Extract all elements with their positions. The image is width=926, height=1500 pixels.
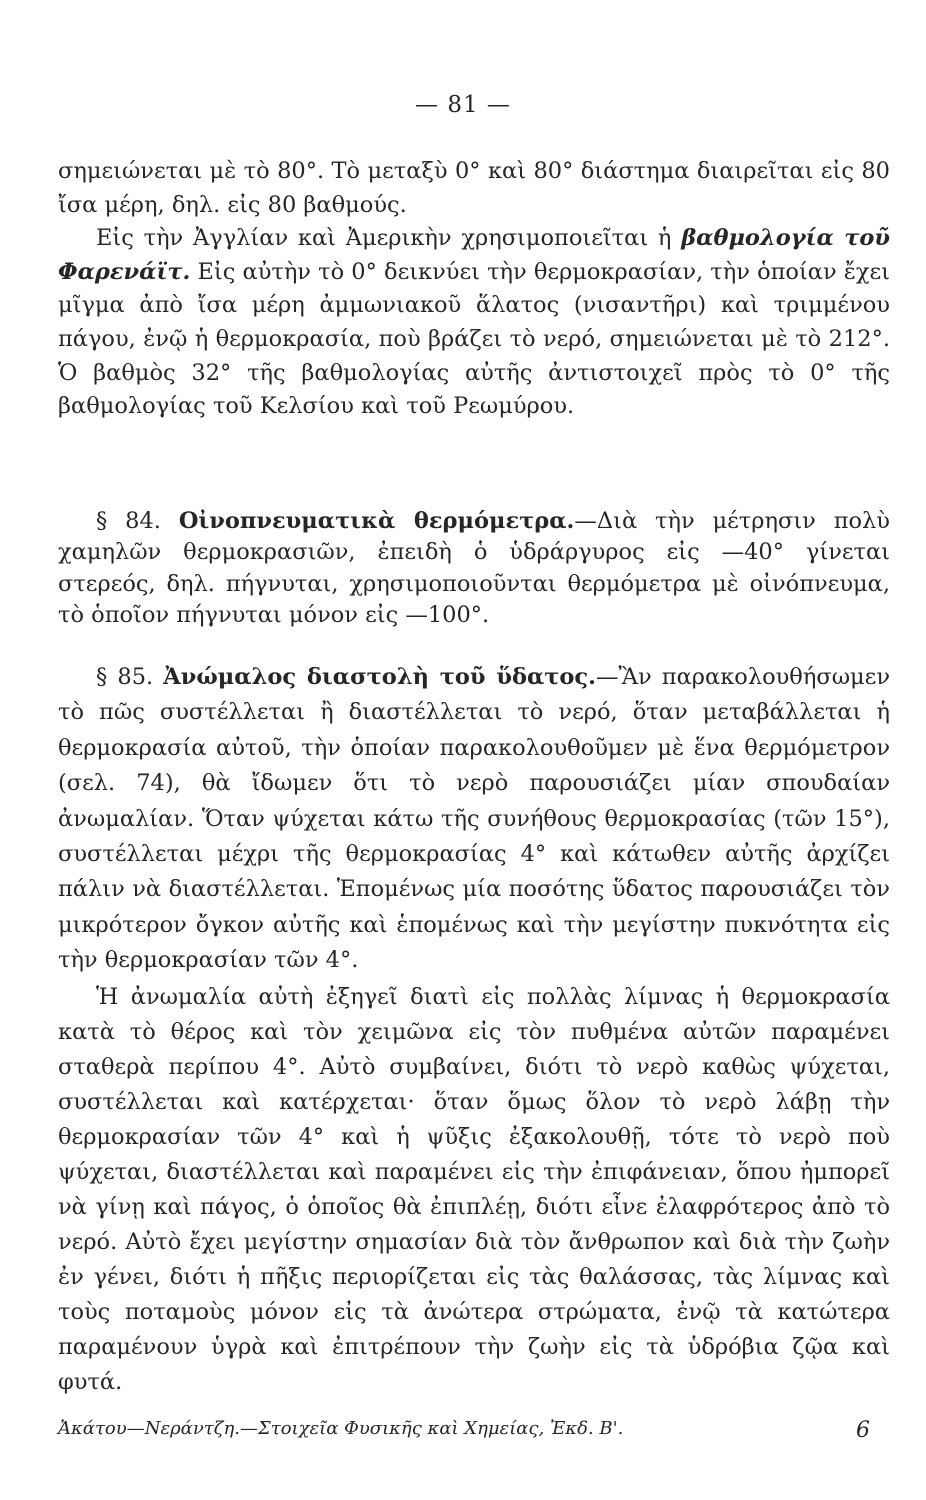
paragraph-continuation: σημειώνεται μὲ τὸ 80°. Τὸ μεταξὺ 0° καὶ 80° διάστημα διαιρεῖται εἰς 80 ἴσα μέρη, δηλ. εἰς 80 βαθμούς. (58, 158, 890, 218)
section-84-body: —Διὰ τὴν μέτρησιν πολὺ χαμηλῶν θερμοκρασιῶν, ἐπειδὴ ὁ ὑδράργυρος εἰς —40° γίνεται στερεός, δηλ. πήγνυται, χρησιμοποιοῦνται θερμόμετρα μὲ οἰνόπνευμα, τὸ ὁποῖον πήγνυται μόνον εἰς —100°. (58, 508, 890, 629)
section-85 (58, 660, 890, 979)
section-85-number: § 85. (96, 664, 164, 690)
paragraph-fahrenheit-after: Εἰς αὐτὴν τὸ 0° δεικνύει τὴν θερμοκρασίαν, τὴν ὁποίαν ἔχει μῖγμα ἀπὸ ἴσα μέρη ἀμμωνιακοῦ ἅλατος (νισαντῆρι) καὶ τριμμένου πάγου, ἐνῷ ἡ θερμοκρασία, ποὺ βράζει τὸ νερό, σημειώνεται μὲ τὸ 212°. Ὁ βαθμὸς 32° τῆς βαθμολογίας αὐτῆς ἀντιστοιχεῖ πρὸς τὸ 0° τῆς βαθμολογίας τοῦ Κελσίου καὶ τοῦ Ρεωμύρου. (58, 258, 890, 420)
paragraph-anomaly-explanation: Ἡ ἀνωμαλία αὐτὴ ἐξηγεῖ διατὶ εἰς πολλὰς λίμνας ἡ θερμοκρασία κατὰ τὸ θέρος καὶ τὸν χειμῶνα εἰς τὸν πυθμένα αὐτῶν παραμένει σταθερὰ περίπου 4°. Αὐτὸ συμβαίνει, διότι τὸ νερὸ καθὼς ψύχεται, συστέλλεται καὶ κατέρχεται· ὅταν ὅμως ὅλον τὸ νερὸ λάβῃ τὴν θερμοκρασίαν τῶν 4° καὶ ἡ ψῦξις ἐξακολουθῇ, τότε τὸ νερὸ ποὺ ψύχεται, διαστέλλεται καὶ παραμένει εἰς τὴν ἐπιφάνειαν, ὅπου ἠμπορεῖ νὰ γίνῃ καὶ πάγος, ὁ ὁποῖος θὰ ἐπιπλέῃ, διότι εἶνε ἐλαφρότερος ἀπὸ τὸ νερό. Αὐτὸ ἔχει μεγίστην σημασίαν διὰ τὸν ἄνθρωπον καὶ διὰ τὴν ζωὴν ἐν γένει, διότι ἡ πῆξις περιορίζεται εἰς τὰς θαλάσσας, τὰς λίμνας καὶ τοὺς ποταμοὺς μόνον εἰς τὰ ἀνώτερα στρώματα, ἐνῷ τὰ κατώτερα παραμένουν ὑγρὰ καὶ ἐπιτρέπουν τὴν ζωὴν εἰς τὰ ὑδρόβια ζῷα καὶ φυτά. (58, 984, 890, 1395)
section-85-paragraph (58, 660, 890, 979)
section-84 (58, 506, 890, 632)
page-number: — 81 — (415, 92, 511, 118)
page-footer (58, 1418, 890, 1443)
paragraph-fahrenheit (58, 222, 890, 424)
section-84-title: Οἰνοπνευματικὰ θερμόμετρα. (178, 508, 575, 534)
section-84-number: § 84. (96, 508, 179, 534)
fahrenheit-term: βαθμολογία τοῦ Φαρενάϊτ. (58, 225, 891, 285)
section-85-title: Ἀνώμαλος διαστολὴ τοῦ ὕδατος. (163, 664, 596, 690)
paragraph-fahrenheit-before: Εἰς τὴν Ἀγγλίαν καὶ Ἀμερικὴν χρησιμοποιεῖται ἡ (96, 225, 682, 252)
section-84-paragraph (58, 506, 890, 632)
intro-text (58, 155, 890, 424)
footer-citation: Ἀκάτου—Νεράντζη.—Στοιχεῖα Φυσικῆς καὶ Χημείας, Ἐκδ. Β'. (58, 1418, 624, 1439)
closing-text (58, 980, 890, 1400)
section-85-body: —Ἂν παρακολουθήσωμεν τὸ πῶς συστέλλεται ἢ διαστέλλεται τὸ νερό, ὅταν μεταβάλλεται ἡ θερμοκρασία αὐτοῦ, τὴν ὁποίαν παρακολουθοῦμεν μὲ ἕνα θερμόμετρον (σελ. 74), θὰ ἴδωμεν ὅτι τὸ νερὸ παρουσιάζει μίαν σπουδαίαν ἀνωμαλίαν. Ὅταν ψύχεται κάτω τῆς συνήθους θερμοκρασίας (τῶν 15°), συστέλλεται μέχρι τῆς θερμοκρασίας 4° καὶ κάτωθεν αὐτῆς ἀρχίζει πάλιν νὰ διαστέλλεται. Ἑπομένως μία ποσότης ὕδατος παρουσιάζει τὸν μικρότερον ὄγκον αὐτῆς καὶ ἑπομένως καὶ τὴν μεγίστην πυκνότητα εἰς τὴν θερμοκρασίαν τῶν 4°. (58, 664, 890, 974)
signature-mark: 6 (856, 1418, 870, 1443)
